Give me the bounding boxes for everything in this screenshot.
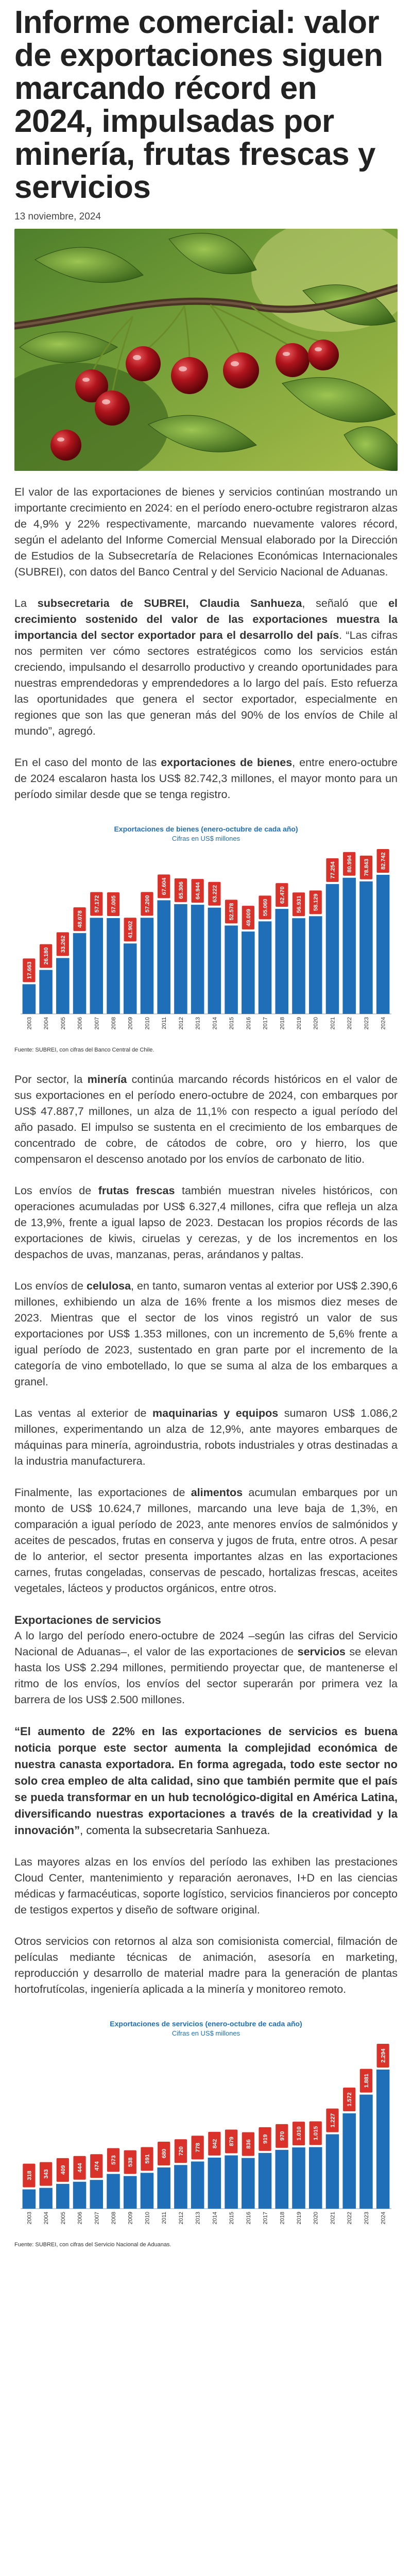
- chart-bar: [39, 2188, 53, 2209]
- data-label: 41.902: [127, 921, 134, 939]
- paragraph-celulosa: [14, 1278, 398, 1390]
- chart-bar: [309, 916, 322, 1014]
- paragraph-frutas: [14, 1183, 398, 1263]
- text-span: . “Las cifras nos permiten ver cómo sectores estratégicos como los servicios están creciendo, impulsando el desarrollo productivo y creando oportunidades para nuestras emprendedoras y emprendedores a lo largo del país. Esto refuerza las oportunidades que genera el sector exportador, especialmente en regiones que son las que generan más del 90% de los envíos de Chile al mundo”, agregó.: [14, 629, 398, 737]
- data-label: 318: [26, 2171, 33, 2180]
- chart-bar: [225, 925, 238, 1014]
- data-label: 1.572: [347, 2092, 353, 2107]
- chart-bar: [157, 2167, 170, 2209]
- x-tick-label: 2016: [245, 1017, 252, 1030]
- data-label: 57.005: [111, 895, 117, 913]
- chart-subtitle: Cifras en US$ millones: [171, 2029, 241, 2037]
- bold-text: frutas frescas: [98, 1184, 175, 1197]
- x-tick-label: 2003: [26, 2212, 33, 2225]
- data-label: 591: [144, 2154, 151, 2164]
- x-tick-label: 2020: [313, 1017, 319, 1030]
- data-label: 17.663: [26, 961, 33, 979]
- text-span: Por sector, la: [14, 1073, 88, 1086]
- data-label: 444: [77, 2163, 83, 2173]
- data-label: 57.200: [144, 895, 151, 913]
- data-label: 64.944: [195, 882, 201, 900]
- chart-exportaciones-servicios: [14, 2013, 398, 2248]
- data-label: 879: [229, 2137, 235, 2146]
- x-tick-label: 2015: [229, 2212, 235, 2225]
- chart-bar: [191, 2161, 204, 2209]
- x-tick-label: 2012: [178, 1017, 184, 1030]
- bold-text: servicios: [297, 1646, 346, 1658]
- x-tick-label: 2022: [347, 2212, 353, 2225]
- x-tick-label: 2005: [60, 2212, 66, 2225]
- x-tick-label: 2004: [43, 2212, 50, 2225]
- paragraph-subsecretaria: [14, 596, 398, 739]
- text-span: también muestran niveles históricos, con operaciones acumuladas por US$ 6.327,4 millones, cifra que refleja un alza de 13,9%, frente a igual lapso de 2023. Destacan los propios récords de las exportaciones de kiwis, ciruelas y cerezas, y de los incrementos en los despachos de uvas, manzanas, peras, arándanos y paltas.: [14, 1184, 398, 1261]
- x-tick-label: 2010: [144, 2212, 151, 2225]
- chart-bar: [107, 918, 120, 1014]
- data-label: 63.222: [212, 885, 218, 903]
- chart-bar: [292, 2147, 305, 2209]
- chart-bar: [326, 2134, 339, 2209]
- chart-bar: [73, 2182, 87, 2209]
- data-label: 970: [279, 2131, 286, 2141]
- x-tick-label: 2006: [77, 2212, 83, 2225]
- data-label: 62.470: [279, 886, 286, 904]
- text-span: Los envíos de: [14, 1184, 98, 1197]
- x-tick-label: 2007: [94, 1017, 100, 1030]
- chart-title: Exportaciones de servicios (enero-octubre de cada año): [110, 2020, 302, 2028]
- x-tick-label: 2022: [347, 1017, 353, 1030]
- data-label: 2.294: [380, 2048, 387, 2063]
- chart-bar: [259, 921, 272, 1014]
- data-label: 720: [178, 2146, 184, 2156]
- chart-bar: [157, 900, 170, 1014]
- paragraph-quote: [14, 1723, 398, 1839]
- chart-bar: [342, 878, 356, 1014]
- chart-bar: [309, 2147, 322, 2209]
- data-label: 65.306: [178, 882, 184, 899]
- chart-bar: [208, 908, 221, 1014]
- bold-quote: “El aumento de 22% en las exportaciones de servicios es buena noticia porque este sector aumenta la complejidad económica de nuestra canasta exportadora. En forma agregada, todo este sector no solo crea empleo de alta calidad, sino que también permite que el país se pueda transformar en un hub tecnológico-digital en América Latina, diversificando nuestras exportaciones a través de la creatividad y la innovación”: [14, 1725, 398, 1837]
- x-tick-label: 2005: [60, 1017, 66, 1030]
- chart-bar: [73, 933, 87, 1014]
- x-tick-label: 2023: [363, 1017, 370, 1030]
- data-label: 409: [60, 2165, 66, 2175]
- chart-subtitle: Cifras en US$ millones: [171, 835, 241, 842]
- bold-text: minería: [87, 1073, 127, 1086]
- section-heading-servicios: Exportaciones de servicios: [14, 1614, 161, 1626]
- x-tick-label: 2010: [144, 1017, 151, 1030]
- x-tick-label: 2023: [363, 2212, 370, 2225]
- bold-text: maquinarias y equipos: [152, 1407, 279, 1419]
- data-label: 52.578: [229, 903, 235, 921]
- chart-bar: [90, 918, 104, 1014]
- x-tick-label: 2019: [296, 2212, 302, 2225]
- chart-svg-servicios: [14, 2013, 398, 2240]
- x-tick-label: 2017: [262, 2212, 269, 2225]
- x-tick-label: 2013: [195, 2212, 201, 2225]
- x-tick-label: 2018: [279, 1017, 286, 1030]
- data-label: 778: [195, 2143, 201, 2153]
- paragraph-intro: El valor de las exportaciones de bienes y servicios continúan mostrando un importante crecimiento en 2024: en el período enero-octubre registraron alzas de 4,9% y 22% respectivamente, marcando nuevamente valores récord, según el adelanto del Informe Comercial Mensual elaborado por la Dirección de Estudios de la Subsecretaría de Relaciones Económicas Internacionales (SUBREI), con datos del Banco Central y del Servicio Nacional de Aduanas.: [14, 486, 398, 578]
- data-label: 919: [262, 2134, 269, 2144]
- chart-bar: [90, 2180, 104, 2209]
- data-label: 26.180: [43, 947, 50, 965]
- text-span: La: [14, 597, 38, 609]
- x-tick-label: 2015: [229, 1017, 235, 1030]
- chart-bar: [276, 2150, 289, 2209]
- data-label: 573: [111, 2155, 117, 2165]
- bold-text: celulosa: [87, 1280, 131, 1292]
- data-label: 78.843: [363, 858, 370, 876]
- data-label: 33.262: [60, 935, 66, 953]
- x-tick-label: 2011: [161, 2212, 168, 2224]
- paragraph-servicios: [14, 1628, 398, 1708]
- chart-bar: [56, 958, 70, 1014]
- paragraph-otros-servicios: Otros servicios con retornos al alza son comisionista comercial, filmación de películas mediante técnicas de animación, asesoría en marketing, reproducción y desarrollo de material madre para la generación de plantas hortofrutícolas, ingeniería aplicada a la minería y monitoreo remoto.: [14, 1935, 398, 1995]
- data-label: 56.931: [296, 895, 302, 913]
- chart-bar: [326, 884, 339, 1014]
- data-label: 57.172: [94, 895, 100, 913]
- text-span: Finalmente, las exportaciones de: [14, 1486, 191, 1499]
- x-tick-label: 2011: [161, 1017, 168, 1029]
- data-label: 49.009: [245, 909, 252, 926]
- x-tick-label: 2014: [212, 1017, 218, 1030]
- text-span: En el caso del monto de las: [14, 756, 161, 769]
- x-tick-label: 2008: [111, 1017, 117, 1030]
- chart-source: Fuente: SUBREI, con cifras del Banco Central de Chile.: [14, 1047, 154, 1053]
- text-span: , señaló que: [302, 597, 389, 609]
- data-label: 842: [212, 2139, 218, 2149]
- paragraph-mineria: [14, 1072, 398, 1167]
- bold-text: subsecretaria de SUBREI, Claudia Sanhueza: [37, 597, 302, 609]
- x-tick-label: 2003: [26, 1017, 33, 1030]
- x-tick-label: 2009: [127, 2212, 134, 2225]
- x-tick-label: 2024: [380, 2212, 387, 2225]
- x-tick-label: 2006: [77, 1017, 83, 1030]
- chart-bar: [242, 931, 255, 1014]
- x-tick-label: 2018: [279, 2212, 286, 2225]
- x-tick-label: 2014: [212, 2212, 218, 2225]
- text-span: se elevan hasta los US$ 2.294 millones, permitiendo proyectar que, de mantenerse el ritmo de los envíos, los envíos del sector superarán por primera vez la barrera de los US$ 2.500 millones.: [14, 1646, 398, 1706]
- bold-text: el crecimiento sostenido del valor de las exportaciones muestra la importancia del sector exportador para el desarrollo del país: [14, 597, 398, 641]
- x-tick-label: 2008: [111, 2212, 117, 2225]
- x-tick-label: 2017: [262, 1017, 269, 1030]
- chart-bar: [39, 970, 53, 1014]
- chart-svg-bienes: [14, 818, 398, 1045]
- chart-bar: [174, 904, 187, 1014]
- chart-title: Exportaciones de bienes (enero-octubre de cada año): [114, 825, 298, 833]
- bold-text: exportaciones de bienes: [161, 756, 293, 769]
- chart-bar: [359, 882, 373, 1014]
- chart-bar: [141, 2173, 154, 2209]
- x-tick-label: 2007: [94, 2212, 100, 2225]
- data-label: 1.227: [330, 2113, 336, 2128]
- data-label: 58.129: [313, 893, 319, 911]
- text-span: , entre enero-octubre de 2024 escalaron hasta los US$ 82.742,3 millones, el mayor monto para un período similar desde que se tenga registro.: [14, 756, 398, 801]
- data-label: 836: [245, 2139, 252, 2149]
- text-span: , en tanto, sumaron ventas al exterior por US$ 2.390,6 millones, exhibiendo un alza de 16% frente a los mismos diez meses de 2023. Mientras que el sector de los vinos registró un valor de sus exportaciones por US$ 1.353 millones, con un incremento de 5,6% frente a igual período de 2023, sustentado en gran parte por el incremento de la categoría de vino embotellado, lo que se suma al alza de los embarques a granel.: [14, 1280, 398, 1388]
- x-tick-label: 2013: [195, 1017, 201, 1030]
- article-title: Informe comercial: valor de exportaciones siguen marcando récord en 2024, impulsadas por minería, frutas frescas y servicios: [14, 5, 383, 205]
- paragraph-alimentos: [14, 1485, 398, 1597]
- text-span: acumulan embarques por un monto de US$ 10.624,7 millones, marcando una leve baja de 1,3%, en comparación a igual período de 2023, ante menores envíos de salmónidos y aceites de pescados, frutas en conserva y jugos de fruta, entre otros. A pesar de lo anterior, el sector presenta importantes alzas en las exportaciones carnes, frutas congeladas, conservas de pescado, hortalizas frescas, aceites vegetales, lácteos y productos orgánicos, entre otros.: [14, 1486, 398, 1595]
- x-tick-label: 2021: [330, 2212, 336, 2225]
- text-span: , comenta la subsecretaria Sanhueza.: [80, 1824, 270, 1837]
- chart-bar: [141, 918, 154, 1014]
- data-label: 55.060: [262, 899, 269, 917]
- chart-source: Fuente: SUBREI, con cifras del Servicio Nacional de Aduanas.: [14, 2242, 171, 2248]
- x-tick-label: 2016: [245, 2212, 252, 2225]
- publish-date: 13 noviembre, 2024: [14, 211, 101, 222]
- chart-bar: [23, 2190, 36, 2209]
- chart-bar: [23, 984, 36, 1014]
- text-span: continúa marcando récords históricos en el valor de sus exportaciones en el período enero-octubre de 2024, con embarques por US$ 47.887,7 millones, un alza de 11,1% con respecto a igual período del año pasado. El impulso se sustenta en el crecimiento de los embarques de concentrado de cobre, de cátodos de cobre, oro y hierro, los que compensaron el descenso anotado por los envíos de carbonato de litio.: [14, 1073, 398, 1165]
- paragraph-maquinarias: [14, 1405, 398, 1469]
- chart-bar: [124, 943, 137, 1014]
- data-label: 77.254: [330, 861, 336, 879]
- chart-bar: [208, 2158, 221, 2209]
- x-tick-label: 2020: [313, 2212, 319, 2225]
- chart-exportaciones-bienes: [14, 818, 398, 1053]
- chart-bar: [174, 2165, 187, 2209]
- chart-bar: [259, 2153, 272, 2209]
- data-label: 343: [43, 2169, 50, 2179]
- chart-bar: [276, 909, 289, 1014]
- data-label: 48.078: [77, 910, 83, 928]
- x-tick-label: 2009: [127, 1017, 134, 1030]
- data-label: 474: [94, 2161, 100, 2171]
- chart-bar: [292, 918, 305, 1014]
- text-span: sumaron US$ 1.086,2 millones, experimentando un alza de 12,9%, ante mayores embarques de máquinas para minería, agroindustria, robots industriales y otras destinadas a la industria manufacturera.: [14, 1407, 398, 1467]
- x-tick-label: 2004: [43, 1017, 50, 1030]
- chart-bar: [225, 2156, 238, 2209]
- chart-bar: [359, 2095, 373, 2209]
- chart-bar: [342, 2113, 356, 2209]
- data-label: 82.742: [380, 852, 387, 870]
- chart-bar: [242, 2158, 255, 2209]
- chart-bar: [124, 2176, 137, 2209]
- data-label: 1.010: [296, 2126, 302, 2141]
- text-span: Las ventas al exterior de: [14, 1407, 153, 1419]
- data-label: 80.994: [347, 855, 353, 873]
- x-tick-label: 2012: [178, 2212, 184, 2225]
- chart-bar: [56, 2184, 70, 2209]
- text-span: Los envíos de: [14, 1280, 87, 1292]
- text-span: A lo largo del período enero-octubre de 2024 –según las cifras del Servicio Nacional de Aduanas–, el valor de las exportaciones de: [14, 1630, 398, 1658]
- x-tick-label: 2021: [330, 1017, 336, 1030]
- chart-bar: [107, 2174, 120, 2209]
- chart-bar: [376, 2070, 390, 2209]
- data-label: 1.015: [313, 2126, 319, 2141]
- chart-bar: [376, 875, 390, 1014]
- paragraph-alzas: Las mayores alzas en los envíos del período las exhiben las prestaciones Cloud Center, mantenimiento y reparación aeronaves, I+D en las ciencias médicas y farmacéuticas, soporte logístico, servicios financieros por concepto de testigos expertos y diseño de software original.: [14, 1856, 398, 1916]
- data-label: 680: [161, 2148, 168, 2159]
- x-tick-label: 2024: [380, 1017, 387, 1030]
- x-tick-label: 2019: [296, 1017, 302, 1030]
- paragraph-bienes: [14, 755, 398, 803]
- data-label: 67.604: [161, 877, 168, 895]
- data-label: 1.881: [363, 2073, 370, 2088]
- hero-image-cherries: [14, 229, 398, 471]
- chart-bar: [191, 905, 204, 1014]
- data-label: 538: [127, 2157, 134, 2167]
- bold-text: alimentos: [191, 1486, 243, 1499]
